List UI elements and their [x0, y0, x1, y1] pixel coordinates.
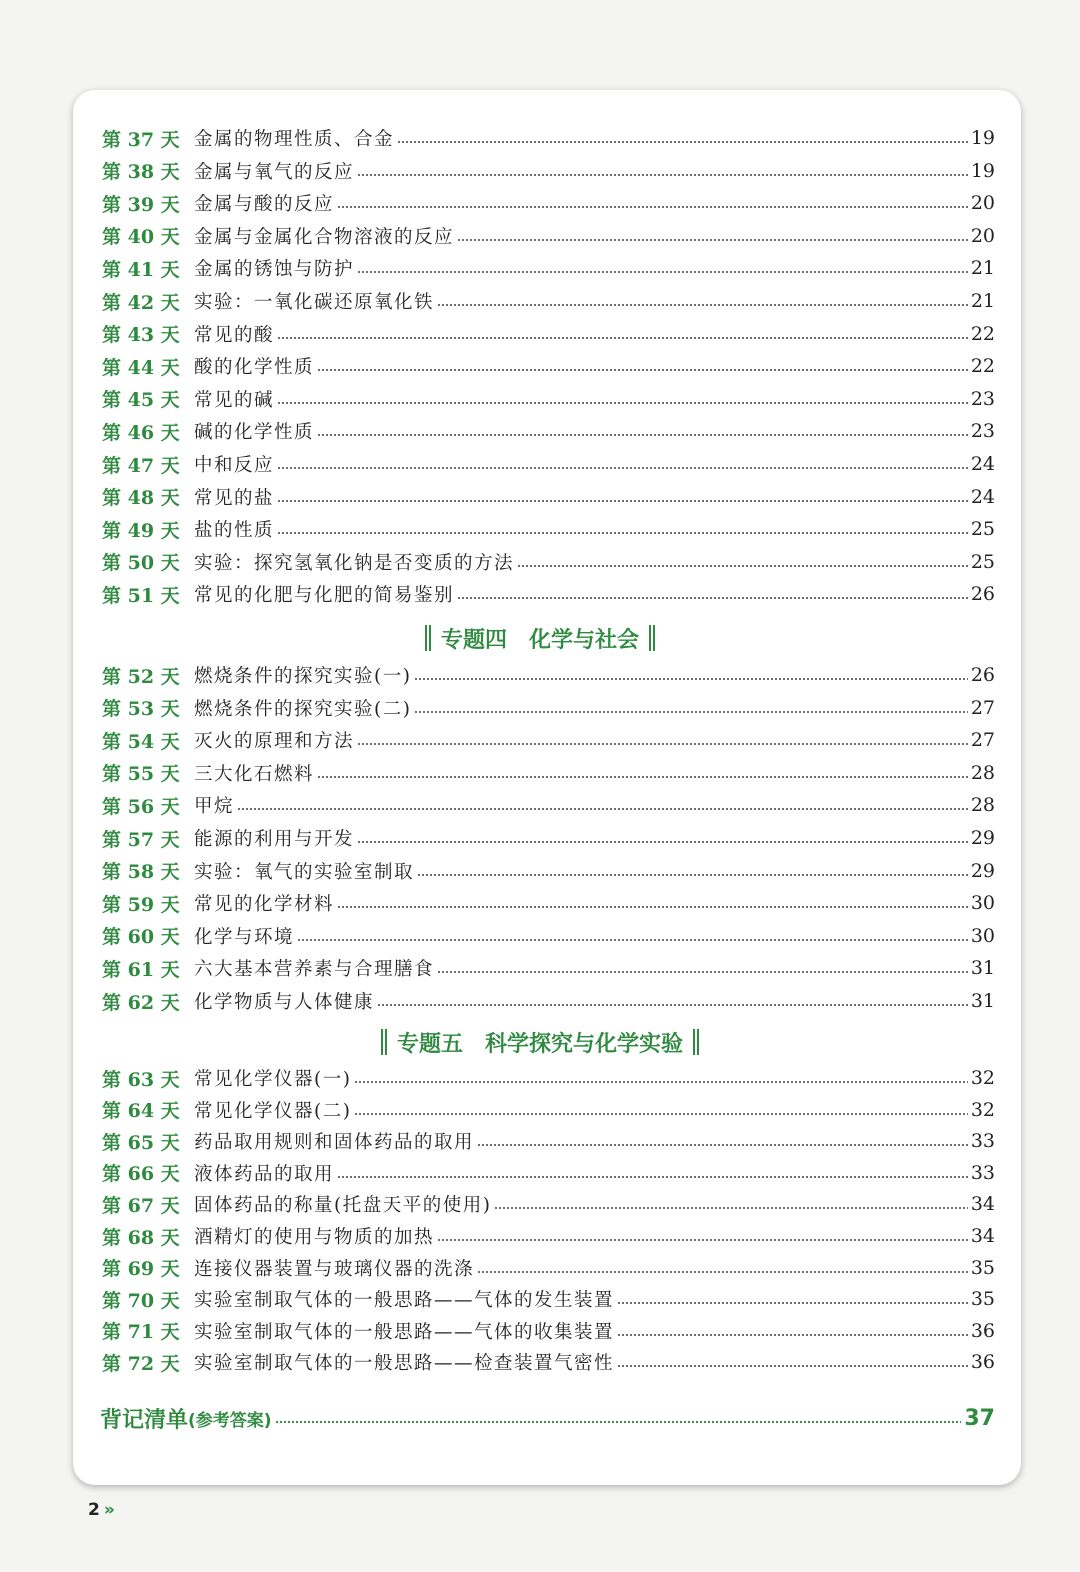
- entry-page: 19: [970, 159, 995, 182]
- entry-title: 燃烧条件的探究实验(一): [194, 666, 412, 687]
- toc-entry[interactable]: [102, 855, 995, 887]
- dot-leader: [357, 841, 968, 843]
- toc-entry[interactable]: [102, 952, 995, 984]
- toc-entry[interactable]: [102, 1315, 995, 1347]
- dot-leader: [357, 271, 968, 273]
- toc-entry[interactable]: [102, 887, 995, 919]
- entry-title: 实验：一氧化碳还原氧化铁: [194, 292, 435, 313]
- page-number: 2: [88, 1500, 100, 1520]
- dot-leader: [354, 1081, 967, 1083]
- day-label: 第 57 天: [102, 828, 180, 851]
- entry-title: 常见化学仪器(二): [194, 1100, 352, 1122]
- entry-title: 碱的化学性质: [194, 422, 315, 444]
- entry-title: 燃烧条件的探究实验(二): [194, 698, 412, 720]
- dot-leader: [357, 743, 968, 745]
- entry-page: 36: [970, 1319, 995, 1342]
- final-title: 背记清单: [100, 1407, 189, 1433]
- day-label: 第 43 天: [102, 324, 180, 347]
- toc-entry[interactable]: [102, 1252, 995, 1284]
- toc-entry[interactable]: [102, 122, 995, 154]
- dot-leader: [477, 1271, 968, 1273]
- day-label: 第 63 天: [102, 1068, 180, 1091]
- entry-page: 33: [970, 1130, 995, 1153]
- entry-title: 甲烷: [194, 796, 235, 818]
- dot-leader: [417, 874, 968, 876]
- toc-entry[interactable]: [102, 724, 995, 756]
- entry-page: 20: [970, 192, 995, 215]
- toc-entry[interactable]: [102, 448, 995, 480]
- entry-title: 三大化石燃料: [194, 763, 315, 785]
- entry-page: 35: [970, 1288, 995, 1311]
- entry-title: 酸的化学性质: [194, 357, 315, 379]
- day-label: 第 61 天: [102, 958, 180, 981]
- day-label: 第 52 天: [102, 665, 180, 688]
- toc-entry[interactable]: [102, 318, 995, 350]
- dot-leader: [414, 711, 967, 713]
- section-label: 专题四: [440, 627, 507, 653]
- toc-entry[interactable]: [102, 1125, 995, 1157]
- entry-page: 34: [970, 1225, 995, 1247]
- day-label: 第 54 天: [102, 730, 180, 753]
- double-bar-icon: [693, 1029, 699, 1055]
- day-label: 第 38 天: [102, 161, 180, 184]
- day-label: 第 70 天: [102, 1289, 180, 1312]
- entry-title: 实验室制取气体的一般思路——气体的收集装置: [194, 1321, 615, 1343]
- entry-title: 连接仪器装置与玻璃仪器的洗涤: [194, 1258, 475, 1280]
- entry-title: 固体药品的称量(托盘天平的使用): [194, 1195, 492, 1217]
- day-label: 第 44 天: [102, 356, 180, 379]
- dot-leader: [337, 1176, 968, 1178]
- day-label: 第 53 天: [102, 698, 180, 721]
- dot-leader: [494, 1207, 967, 1209]
- entry-page: 22: [970, 322, 995, 345]
- entry-page: 26: [970, 664, 995, 686]
- toc-entry[interactable]: [102, 789, 995, 821]
- entry-page: 26: [970, 583, 995, 606]
- day-label: 第 55 天: [102, 763, 180, 786]
- entry-page: 34: [970, 1193, 995, 1216]
- dot-leader: [437, 1239, 968, 1241]
- toc-entry[interactable]: [102, 1346, 995, 1378]
- day-label: 第 51 天: [102, 584, 180, 607]
- final-page: 37: [964, 1405, 995, 1431]
- entry-page: 32: [970, 1067, 995, 1089]
- entry-page: 29: [970, 827, 995, 849]
- day-label: 第 68 天: [102, 1226, 180, 1249]
- entry-page: 28: [970, 761, 995, 784]
- day-label: 第 39 天: [102, 193, 180, 216]
- dot-leader: [414, 678, 967, 680]
- toc-entry[interactable]: [102, 822, 995, 854]
- entry-page: 36: [970, 1351, 995, 1374]
- dot-leader: [277, 402, 968, 404]
- day-label: 第 40 天: [102, 226, 180, 249]
- entry-page: 19: [970, 127, 995, 149]
- entry-page: 25: [970, 518, 995, 541]
- day-label: 第 45 天: [102, 389, 180, 412]
- day-label: 第 47 天: [102, 454, 180, 477]
- chevron-right-icon: »: [103, 1500, 115, 1520]
- section-label: 专题五: [396, 1031, 463, 1057]
- day-label: 第 59 天: [102, 893, 180, 916]
- entry-title: 液体药品的取用: [194, 1163, 335, 1185]
- entry-title: 常见化学仪器(一): [194, 1069, 352, 1090]
- dot-leader: [357, 174, 968, 176]
- toc-entry[interactable]: [102, 285, 995, 317]
- entry-page: 32: [970, 1098, 995, 1121]
- day-label: 第 46 天: [102, 421, 180, 444]
- entry-title: 常见的酸: [194, 324, 275, 346]
- day-label: 第 69 天: [102, 1258, 180, 1281]
- entry-page: 35: [970, 1256, 995, 1279]
- day-label: 第 67 天: [102, 1194, 180, 1217]
- dot-leader: [517, 565, 968, 567]
- entry-title: 金属与金属化合物溶液的反应: [194, 226, 455, 248]
- toc-entry[interactable]: [102, 1157, 995, 1189]
- toc-final-entry[interactable]: [100, 1400, 995, 1436]
- section-heading: [0, 618, 1080, 658]
- toc-entry[interactable]: [102, 920, 995, 952]
- dot-leader: [617, 1302, 968, 1304]
- entry-page: 29: [970, 859, 995, 882]
- dot-leader: [277, 532, 968, 534]
- entry-title: 金属的锈蚀与防护: [194, 259, 355, 281]
- entry-page: 23: [970, 387, 995, 410]
- toc-entry[interactable]: [102, 1094, 995, 1126]
- entry-page: 33: [970, 1161, 995, 1184]
- dot-leader: [317, 434, 968, 436]
- entry-title: 药品取用规则和固体药品的取用: [194, 1132, 475, 1154]
- dot-leader: [277, 500, 968, 502]
- day-label: 第 42 天: [102, 291, 180, 314]
- section-heading: [0, 1022, 1080, 1062]
- entry-page: 28: [970, 794, 995, 817]
- page-footer: [88, 1500, 115, 1520]
- day-label: 第 37 天: [102, 128, 180, 151]
- toc-entry[interactable]: [102, 252, 995, 284]
- entry-title: 酒精灯的使用与物质的加热: [194, 1227, 435, 1248]
- entry-title: 金属的物理性质、合金: [194, 129, 395, 150]
- day-label: 第 58 天: [102, 861, 180, 884]
- entry-page: 22: [970, 355, 995, 378]
- final-subtitle: (参考答案): [188, 1410, 272, 1431]
- day-label: 第 71 天: [102, 1321, 180, 1344]
- section-name: 化学与社会: [529, 627, 640, 653]
- dot-leader: [237, 808, 968, 810]
- entry-title: 实验：探究氢氧化钠是否变质的方法: [194, 552, 515, 574]
- entry-page: 21: [970, 257, 995, 280]
- toc-entry[interactable]: [102, 383, 995, 415]
- day-label: 第 72 天: [102, 1352, 180, 1375]
- day-label: 第 66 天: [102, 1163, 180, 1186]
- entry-title: 中和反应: [194, 455, 275, 476]
- dot-leader: [337, 906, 968, 908]
- entry-title: 实验室制取气体的一般思路——气体的发生装置: [194, 1290, 615, 1312]
- toc-entry[interactable]: [102, 187, 995, 219]
- toc-entry[interactable]: [102, 659, 995, 691]
- toc-entry[interactable]: [102, 1188, 995, 1220]
- dot-leader: [317, 369, 968, 371]
- toc-entry[interactable]: [102, 546, 995, 578]
- day-label: 第 64 天: [102, 1100, 180, 1123]
- entry-title: 灭火的原理和方法: [194, 731, 355, 753]
- entry-page: 27: [970, 729, 995, 752]
- entry-title: 化学物质与人体健康: [194, 992, 375, 1013]
- entry-page: 21: [970, 290, 995, 312]
- day-label: 第 56 天: [102, 795, 180, 818]
- double-bar-icon: [649, 625, 655, 651]
- entry-page: 27: [970, 696, 995, 719]
- dot-leader: [277, 467, 968, 469]
- double-bar-icon: [425, 625, 431, 651]
- entry-page: 31: [970, 990, 995, 1012]
- toc-entry[interactable]: [102, 350, 995, 382]
- entry-title: 化学与环境: [194, 926, 295, 948]
- entry-title: 实验室制取气体的一般思路——检查装置气密性: [194, 1353, 615, 1375]
- entry-page: 25: [970, 550, 995, 573]
- entry-title: 常见的化学材料: [194, 894, 335, 916]
- entry-page: 31: [970, 957, 995, 980]
- dot-leader: [617, 1365, 968, 1367]
- dot-leader: [397, 141, 968, 143]
- entry-title: 金属与氧气的反应: [194, 161, 355, 183]
- dot-leader: [317, 776, 968, 778]
- toc-entry[interactable]: [102, 513, 995, 545]
- toc-entry[interactable]: [102, 1220, 995, 1252]
- double-bar-icon: [381, 1029, 387, 1055]
- dot-leader: [297, 939, 968, 941]
- entry-title: 能源的利用与开发: [194, 829, 355, 850]
- section-name: 科学探究与化学实验: [485, 1031, 684, 1057]
- entry-title: 金属与酸的反应: [194, 194, 335, 216]
- entry-page: 30: [970, 892, 995, 915]
- entry-page: 30: [970, 924, 995, 947]
- day-label: 第 62 天: [102, 991, 180, 1014]
- day-label: 第 49 天: [102, 519, 180, 542]
- dot-leader: [437, 304, 968, 306]
- entry-title: 常见的盐: [194, 487, 275, 509]
- day-label: 第 41 天: [102, 258, 180, 281]
- toc-entry[interactable]: [102, 220, 995, 252]
- toc-entry[interactable]: [102, 1062, 995, 1094]
- dot-leader: [477, 1144, 968, 1146]
- entry-title: 实验：氧气的实验室制取: [194, 861, 415, 883]
- dot-leader: [354, 1113, 967, 1115]
- dot-leader: [457, 239, 968, 241]
- entry-title: 六大基本营养素与合理膳食: [194, 959, 435, 981]
- day-label: 第 48 天: [102, 487, 180, 510]
- day-label: 第 60 天: [102, 926, 180, 949]
- toc-entry[interactable]: [102, 985, 995, 1017]
- toc-entry[interactable]: [102, 1283, 995, 1315]
- entry-page: 24: [970, 485, 995, 508]
- dot-leader: [617, 1334, 968, 1336]
- dot-leader: [437, 971, 968, 973]
- toc-entry[interactable]: [102, 415, 995, 447]
- toc-entry[interactable]: [102, 481, 995, 513]
- dot-leader: [277, 337, 968, 339]
- dot-leader: [377, 1004, 968, 1006]
- entry-page: 24: [970, 453, 995, 475]
- dot-leader: [275, 1421, 962, 1423]
- toc-entry[interactable]: [102, 692, 995, 724]
- entry-page: 20: [970, 224, 995, 247]
- entry-title: 常见的化肥与化肥的简易鉴别: [194, 585, 455, 607]
- toc-entry[interactable]: [102, 578, 995, 610]
- dot-leader: [457, 597, 968, 599]
- day-label: 第 50 天: [102, 552, 180, 575]
- toc-entry[interactable]: [102, 155, 995, 187]
- toc-entry[interactable]: [102, 757, 995, 789]
- dot-leader: [337, 206, 968, 208]
- entry-page: 23: [970, 420, 995, 443]
- entry-title: 常见的碱: [194, 389, 275, 411]
- entry-title: 盐的性质: [194, 520, 275, 542]
- day-label: 第 65 天: [102, 1131, 180, 1154]
